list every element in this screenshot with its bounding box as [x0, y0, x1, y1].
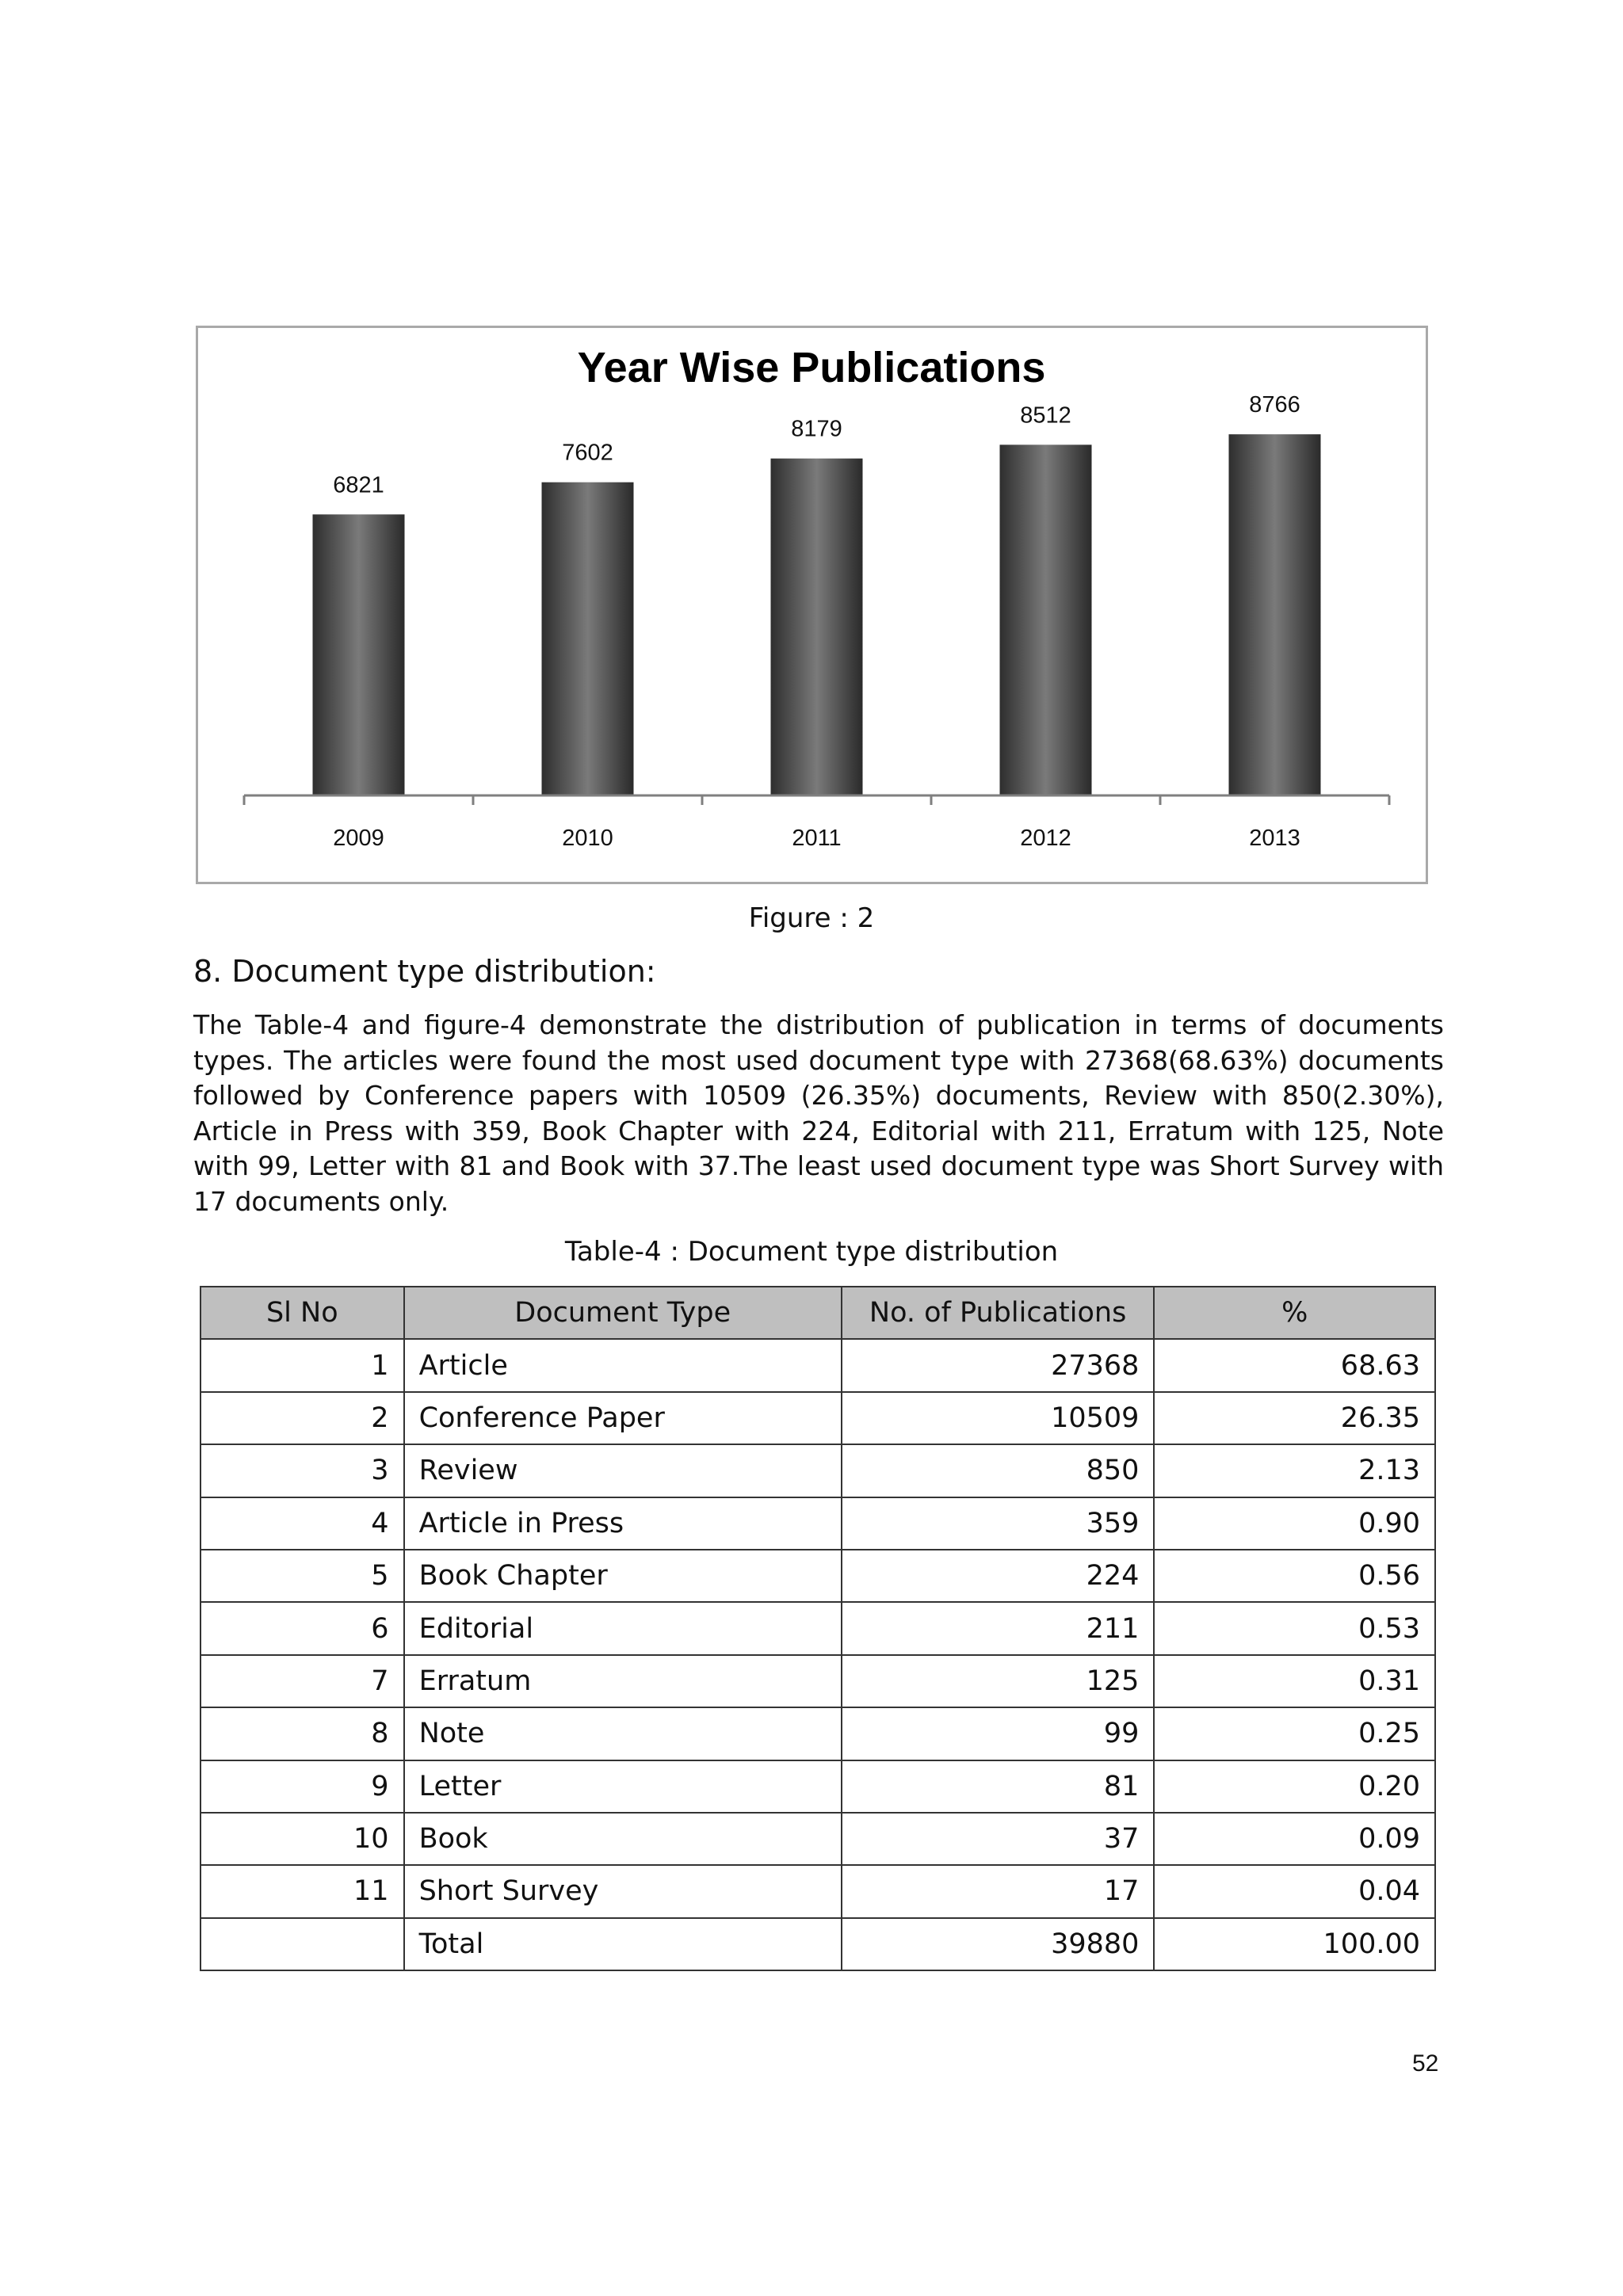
- cell-document-type: Note: [404, 1707, 842, 1760]
- cell-publications: 99: [842, 1707, 1155, 1760]
- cell-document-type: Book: [404, 1813, 842, 1865]
- cell-sl-no: 1: [200, 1339, 404, 1391]
- bar-2012: [1000, 444, 1092, 795]
- header-sl-no: Sl No: [200, 1287, 404, 1339]
- cell-sl-no: 10: [200, 1813, 404, 1865]
- cell-document-type: Letter: [404, 1760, 842, 1813]
- table-header-row: [200, 1287, 1435, 1339]
- table-row: [200, 1655, 1435, 1707]
- chart-frame: [196, 326, 1428, 884]
- cell-percent: 26.35: [1154, 1392, 1435, 1444]
- cell-document-type: Article: [404, 1339, 842, 1391]
- cell-sl-no: [200, 1918, 404, 1970]
- figure-caption: Figure : 2: [748, 902, 875, 934]
- cell-percent: 0.90: [1154, 1497, 1435, 1550]
- table-row: [200, 1602, 1435, 1654]
- cell-sl-no: 8: [200, 1707, 404, 1760]
- data-label-2011: 8179: [791, 416, 842, 442]
- data-label-2010: 7602: [562, 440, 613, 466]
- table-row: [200, 1339, 1435, 1391]
- x-tick-label-2012: 2012: [1020, 826, 1071, 851]
- header-document-type: Document Type: [404, 1287, 842, 1339]
- chart-title: Year Wise Publications: [577, 344, 1046, 391]
- cell-percent: 0.09: [1154, 1813, 1435, 1865]
- x-tick-label-2009: 2009: [333, 826, 384, 851]
- cell-sl-no: 7: [200, 1655, 404, 1707]
- cell-total-label: Total: [404, 1918, 842, 1970]
- bars-group: [313, 392, 1321, 795]
- cell-publications: 17: [842, 1865, 1155, 1917]
- cell-percent: 0.04: [1154, 1865, 1435, 1917]
- cell-document-type: Review: [404, 1444, 842, 1497]
- cell-sl-no: 2: [200, 1392, 404, 1444]
- table-row: [200, 1497, 1435, 1550]
- cell-document-type: Editorial: [404, 1602, 842, 1654]
- x-tick-label-2013: 2013: [1249, 826, 1300, 851]
- header-publications: No. of Publications: [842, 1287, 1155, 1339]
- section-heading: 8. Document type distribution:: [193, 954, 656, 989]
- cell-document-type: Book Chapter: [404, 1550, 842, 1602]
- data-label-2013: 8766: [1249, 392, 1300, 418]
- table-total-row: [200, 1918, 1435, 1970]
- table-row: [200, 1550, 1435, 1602]
- cell-percent: 0.53: [1154, 1602, 1435, 1654]
- table-row: [200, 1444, 1435, 1497]
- table-row: [200, 1707, 1435, 1760]
- cell-document-type: Erratum: [404, 1655, 842, 1707]
- header-percent: %: [1154, 1287, 1435, 1339]
- cell-document-type: Short Survey: [404, 1865, 842, 1917]
- cell-publications: 37: [842, 1813, 1155, 1865]
- cell-percent: 2.13: [1154, 1444, 1435, 1497]
- cell-sl-no: 4: [200, 1497, 404, 1550]
- cell-total-publications: 39880: [842, 1918, 1155, 1970]
- cell-total-percent: 100.00: [1154, 1918, 1435, 1970]
- cell-percent: 0.25: [1154, 1707, 1435, 1760]
- table-row: [200, 1392, 1435, 1444]
- cell-publications: 10509: [842, 1392, 1155, 1444]
- cell-percent: 68.63: [1154, 1339, 1435, 1391]
- x-tick-label-2010: 2010: [562, 826, 613, 851]
- cell-sl-no: 5: [200, 1550, 404, 1602]
- cell-publications: 850: [842, 1444, 1155, 1497]
- table-caption: Table-4 : Document type distribution: [564, 1236, 1059, 1268]
- document-type-table: [200, 1286, 1436, 1971]
- cell-document-type: Conference Paper: [404, 1392, 842, 1444]
- x-axis: [244, 795, 1389, 851]
- bar-2013: [1229, 434, 1321, 795]
- cell-percent: 0.20: [1154, 1760, 1435, 1813]
- cell-publications: 359: [842, 1497, 1155, 1550]
- cell-publications: 81: [842, 1760, 1155, 1813]
- bar-2011: [771, 459, 863, 795]
- cell-percent: 0.56: [1154, 1550, 1435, 1602]
- table-row: [200, 1760, 1435, 1813]
- cell-document-type: Article in Press: [404, 1497, 842, 1550]
- cell-publications: 224: [842, 1550, 1155, 1602]
- bar-2010: [542, 482, 634, 795]
- year-wise-publications-chart: [198, 328, 1426, 882]
- cell-publications: 125: [842, 1655, 1155, 1707]
- data-label-2009: 6821: [333, 472, 384, 498]
- cell-sl-no: 6: [200, 1602, 404, 1654]
- table-row: [200, 1865, 1435, 1917]
- cell-publications: 211: [842, 1602, 1155, 1654]
- data-label-2012: 8512: [1020, 402, 1071, 429]
- table-row: [200, 1813, 1435, 1865]
- cell-percent: 0.31: [1154, 1655, 1435, 1707]
- cell-sl-no: 11: [200, 1865, 404, 1917]
- x-tick-label-2011: 2011: [792, 826, 842, 851]
- page-number: 52: [1412, 2050, 1439, 2077]
- cell-sl-no: 3: [200, 1444, 404, 1497]
- body-paragraph: The Table-4 and figure-4 demonstrate the distribution of publication in terms of documents types. The articles were found the most used document type with 27368(68.63%) documents followed by Conference papers with 10509 (26.35%) documents, Review with 850(2.30%), Article in Press with 359, Book Chapter with 224, Editorial with 211, Erratum with 125, Note with 99, Letter with 81 and Book with 37.The least used document type was Short Survey with 17 documents only.: [193, 1009, 1444, 1217]
- cell-sl-no: 9: [200, 1760, 404, 1813]
- cell-publications: 27368: [842, 1339, 1155, 1391]
- bar-2009: [313, 514, 405, 795]
